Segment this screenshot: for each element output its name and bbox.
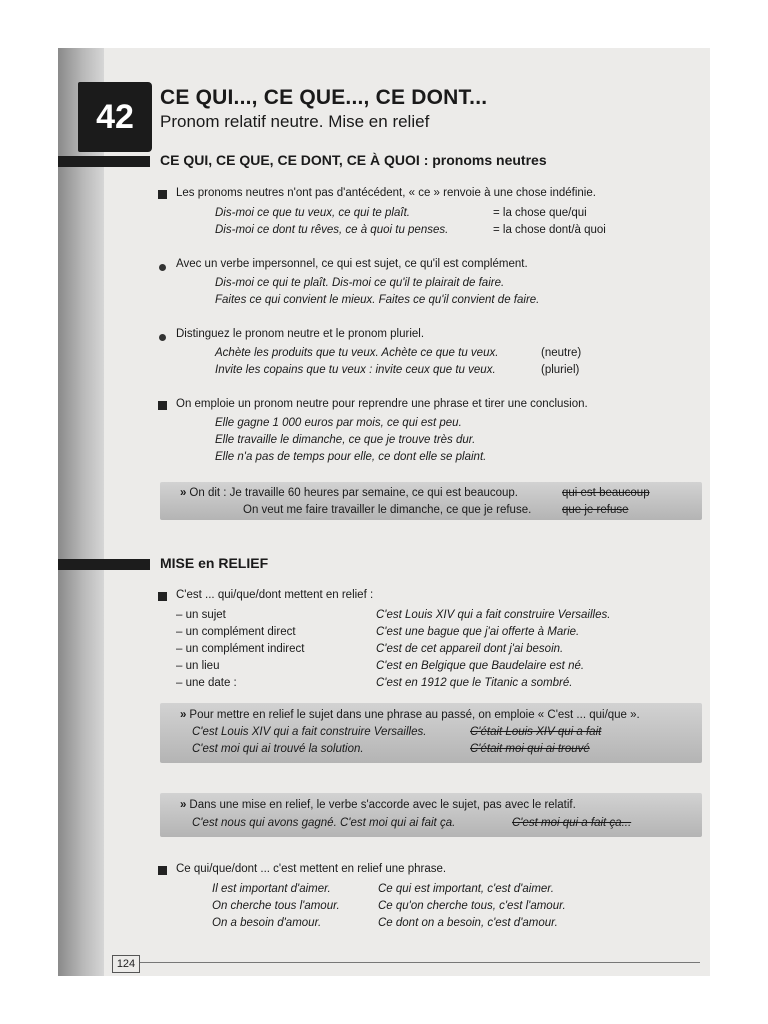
- footer-rule: [140, 962, 700, 963]
- example: Dis-moi ce dont tu rêves, ce à quoi tu penses.: [215, 224, 449, 236]
- page-spine-shadow: [58, 48, 104, 976]
- page-number: 124: [112, 955, 140, 973]
- example: Elle gagne 1 000 euros par mois, ce qui est peu.: [215, 417, 462, 429]
- square-bullet-icon: [158, 592, 167, 601]
- example-gloss: = la chose dont/à quoi: [493, 224, 606, 236]
- note-line: » On dit : Je travaille 60 heures par semaine, ce qui est beaucoup.: [180, 487, 518, 499]
- example: Invite les copains que tu veux : invite ceux que tu veux.: [215, 364, 496, 376]
- example: C'est Louis XIV qui a fait construire Versailles.: [192, 726, 427, 738]
- note-line: » Dans une mise en relief, le verbe s'accorde avec le sujet, pas avec le relatif.: [180, 799, 576, 811]
- example: Achète les produits que tu veux. Achète ce que tu veux.: [215, 347, 499, 359]
- chapter-number: 42: [78, 82, 152, 152]
- example: On a besoin d'amour.: [212, 917, 322, 929]
- arrow-icon: »: [180, 799, 187, 811]
- section-bar: [58, 559, 150, 570]
- example: C'est nous qui avons gagné. C'est moi qui ai fait ça.: [192, 817, 456, 829]
- incorrect-form: qui est beaucoup: [562, 487, 650, 499]
- example: C'est en 1912 que le Titanic a sombré.: [376, 677, 573, 689]
- example: C'est moi qui ai trouvé la solution.: [192, 743, 364, 755]
- rule-text: Avec un verbe impersonnel, ce qui est sujet, ce qu'il est complément.: [176, 258, 528, 270]
- example: C'est une bague que j'ai offerte à Marie.: [376, 626, 580, 638]
- example: On cherche tous l'amour.: [212, 900, 340, 912]
- example: Elle n'a pas de temps pour elle, ce dont elle se plaint.: [215, 451, 487, 463]
- example: Elle travaille le dimanche, ce que je trouve très dur.: [215, 434, 476, 446]
- example: Dis-moi ce qui te plaît. Dis-moi ce qu'il te plairait de faire.: [215, 277, 505, 289]
- incorrect-form: que je refuse: [562, 504, 629, 516]
- incorrect-form: C'est moi qui a fait ça...: [512, 817, 632, 829]
- example: Il est important d'aimer.: [212, 883, 331, 895]
- example: Ce dont on a besoin, c'est d'amour.: [378, 917, 558, 929]
- function-label: – une date :: [176, 677, 237, 689]
- example: Dis-moi ce que tu veux, ce qui te plaît.: [215, 207, 410, 219]
- example-gloss: = la chose que/qui: [493, 207, 587, 219]
- arrow-icon: »: [180, 709, 187, 721]
- arrow-icon: »: [180, 487, 187, 499]
- section-heading: MISE en RELIEF: [160, 555, 269, 571]
- incorrect-form: C'était Louis XIV qui a fait: [470, 726, 602, 738]
- example-gloss: (neutre): [541, 347, 582, 359]
- square-bullet-icon: [158, 190, 167, 199]
- example-gloss: (pluriel): [541, 364, 580, 376]
- function-label: – un complément indirect: [176, 643, 305, 655]
- note-line: On veut me faire travailler le dimanche, ce que je refuse.: [243, 504, 532, 516]
- example: C'est Louis XIV qui a fait construire Versailles.: [376, 609, 611, 621]
- example: Ce qui est important, c'est d'aimer.: [378, 883, 554, 895]
- square-bullet-icon: [158, 401, 167, 410]
- rule-text: On emploie un pronom neutre pour reprendre une phrase et tirer une conclusion.: [176, 398, 588, 410]
- example: Ce qu'on cherche tous, c'est l'amour.: [378, 900, 566, 912]
- rule-text: Ce qui/que/dont ... c'est mettent en relief une phrase.: [176, 863, 447, 875]
- function-label: – un lieu: [176, 660, 220, 672]
- example: Faites ce qui convient le mieux. Faites ce qu'il convient de faire.: [215, 294, 540, 306]
- chapter-title: CE QUI..., CE QUE..., CE DONT...: [160, 86, 488, 109]
- note-line: » Pour mettre en relief le sujet dans une phrase au passé, on emploie « C'est ... qui/que ».: [180, 709, 640, 721]
- function-label: – un complément direct: [176, 626, 296, 638]
- round-bullet-icon: [159, 264, 166, 271]
- section-heading: CE QUI, CE QUE, CE DONT, CE À QUOI : pronoms neutres: [160, 152, 547, 168]
- example: C'est en Belgique que Baudelaire est né.: [376, 660, 585, 672]
- rule-text: Les pronoms neutres n'ont pas d'antécédent, « ce » renvoie à une chose indéfinie.: [176, 187, 596, 199]
- rule-text: C'est ... qui/que/dont mettent en relief :: [176, 589, 374, 601]
- round-bullet-icon: [159, 334, 166, 341]
- example: C'est de cet appareil dont j'ai besoin.: [376, 643, 564, 655]
- square-bullet-icon: [158, 866, 167, 875]
- rule-text: Distinguez le pronom neutre et le pronom pluriel.: [176, 328, 425, 340]
- section-bar: [58, 156, 150, 167]
- function-label: – un sujet: [176, 609, 226, 621]
- chapter-subtitle: Pronom relatif neutre. Mise en relief: [160, 112, 430, 131]
- incorrect-form: C'était moi qui ai trouvé: [470, 743, 590, 755]
